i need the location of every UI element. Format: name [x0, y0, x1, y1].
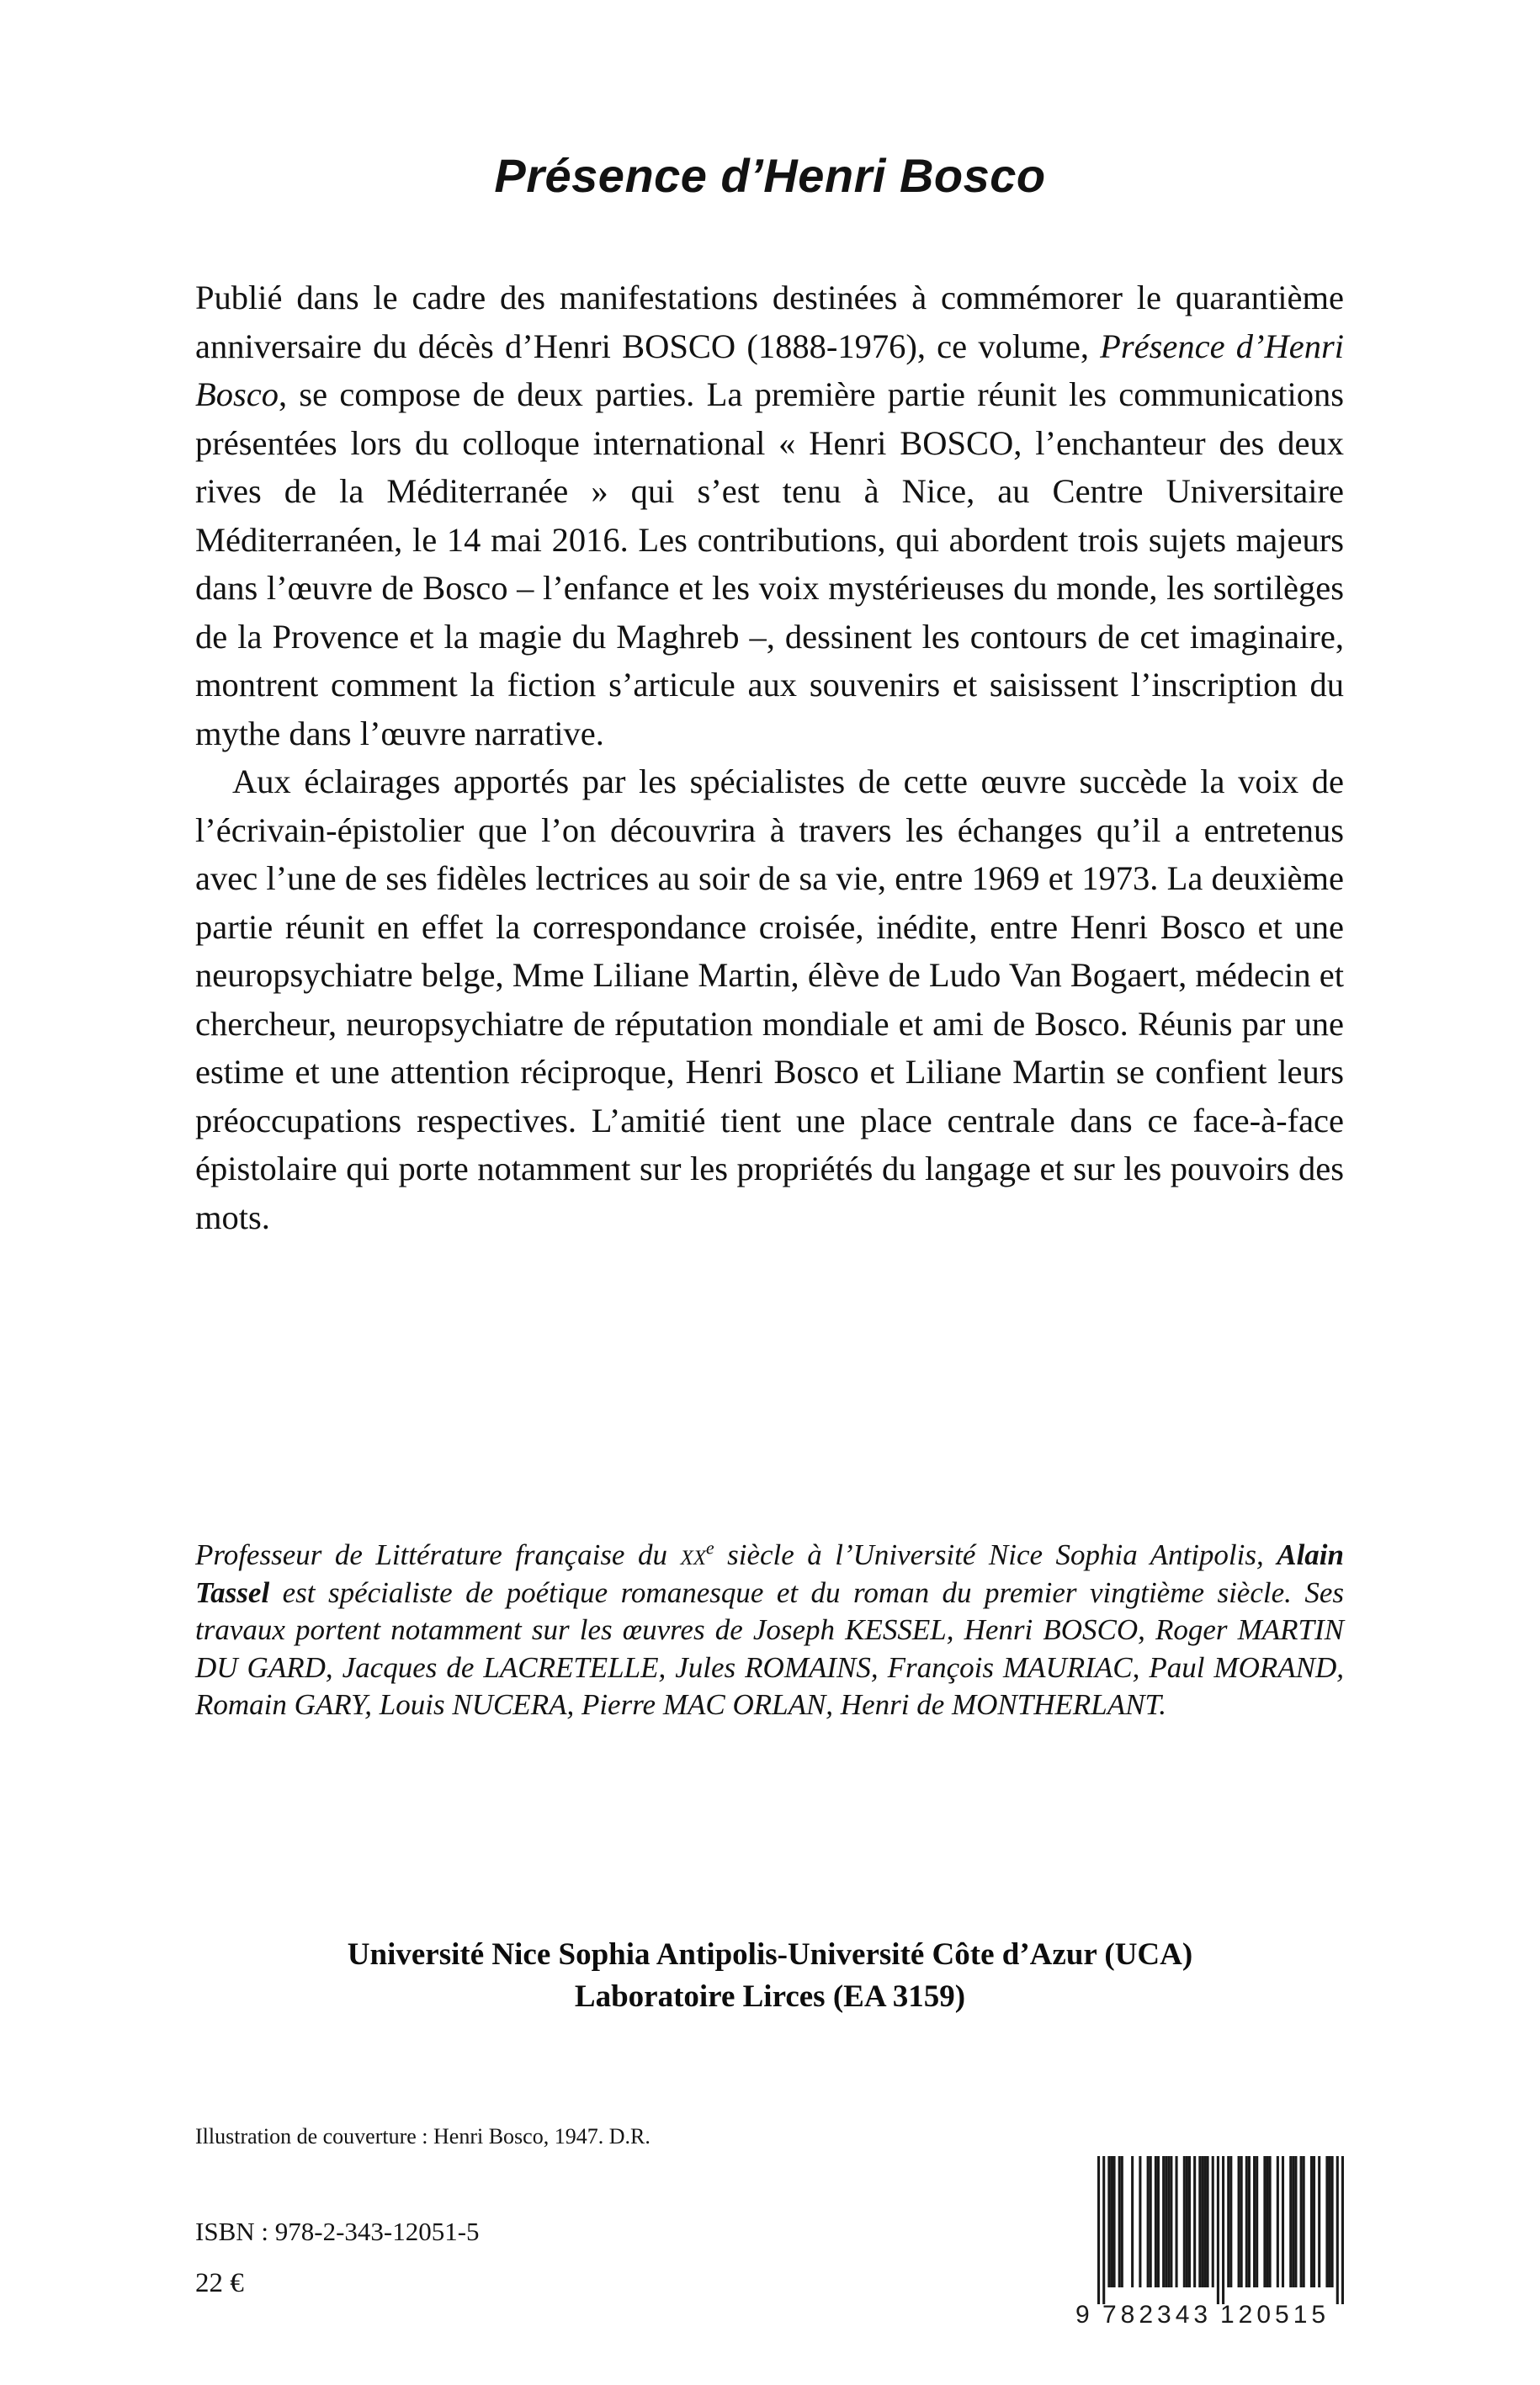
barcode: [1070, 2149, 1348, 2328]
bio-century-smallcaps: xx: [680, 1538, 706, 1571]
blurb-p1-part-b: , se compose de deux parties. La première partie réunit les communications présentées lors du colloque international « Henri BOSCO, l’enchanteur des deux rives de la Méditerranée » qui s’est tenu à Nice, au Centre Universitaire Méditerranéen, le 14 mai 2016. Les contributions, qui abordent trois sujets majeurs dans l’œuvre de Bosco – l’enfance et les voix mystérieuses du monde, les sortilèges de la Provence et la magie du Maghreb –, dessinent les contours de cet imaginaire, montrent comment la fiction s’articule aux souvenirs et saisissent l’inscription du mythe dans l’œuvre narrative.: [195, 375, 1344, 752]
cover-illustration-credit: Illustration de couverture : Henri Bosco, 1947. D.R.: [195, 2124, 651, 2149]
bio-part-c: est spécialiste de poétique romanesque et du roman du premier vingtième siècle. Ses travaux portent notamment sur les œuvres de Joseph KESSEL, Henri BOSCO, Roger MARTIN DU GARD, Jacques de LACRETELLE, Jules ROMAINS, François MAURIAC, Paul MORAND, Romain GARY, Louis NUCERA, Pierre MAC ORLAN, Henri de MONTHERLANT.: [195, 1575, 1344, 1721]
page-title: Présence d’Henri Bosco: [494, 148, 1046, 202]
bio-part-a: Professeur de Littérature française du: [195, 1538, 681, 1571]
bio-century-superscript: e: [705, 1538, 714, 1559]
blurb-p1-part-a: Publié dans le cadre des manifestations destinées à commémorer le quarantième anniversaire du décès d’Henri BOSCO (1888-1976), ce volume,: [195, 279, 1344, 365]
bio-author-name: Alain Tassel: [195, 1538, 1344, 1609]
barcode-digit-lead: 9: [1075, 2301, 1090, 2328]
bio-part-b: siècle à l’Université Nice Sophia Antipolis,: [714, 1538, 1277, 1571]
affiliation-block: [0, 1934, 1540, 2018]
author-bio-block: [195, 1537, 1344, 1724]
blurb-p1-book-title: Présence d’Henri Bosco: [195, 327, 1345, 413]
affiliation-line-1: Université Nice Sophia Antipolis-Université Côte d’Azur (UCA): [347, 1937, 1193, 1972]
price-text: 22 €: [195, 2268, 244, 2298]
isbn-text: ISBN : 978-2-343-12051-5: [195, 2217, 480, 2246]
barcode-digits-right: 120515: [1220, 2301, 1330, 2328]
blurb-paragraph-1: [195, 274, 1344, 757]
blurb-paragraph-2: Aux éclairages apportés par les spécialistes de cette œuvre succède la voix de l’écrivain-épistolier que l’on découvrira à travers les échanges qu’il a entretenus avec l’une de ses fidèles lectrices au soir de sa vie, entre 1969 et 1973. La deuxième partie réunit en effet la correspondance croisée, inédite, entre Henri Bosco et une neuropsychiatre belge, Mme Liliane Martin, élève de Ludo Van Bogaert, médecin et chercheur, neuropsychiatre de réputation mondiale et ami de Bosco. Réunis par une estime et une attention réciproque, Henri Bosco et Liliane Martin se confient leurs préoccupations respectives. L’amitié tient une place centrale dans ce face-à-face épistolaire qui porte notamment sur les propriétés du langage et sur les pouvoirs des mots.: [195, 762, 1344, 1236]
barcode-digits-left: 782343: [1102, 2301, 1213, 2328]
author-bio-paragraph: [195, 1537, 1344, 1724]
barcode-ean13-svg: [1070, 2149, 1348, 2328]
blurb-text-block: [195, 274, 1344, 1241]
affiliation-line-2: Laboratoire Lirces (EA 3159): [574, 1979, 966, 2014]
